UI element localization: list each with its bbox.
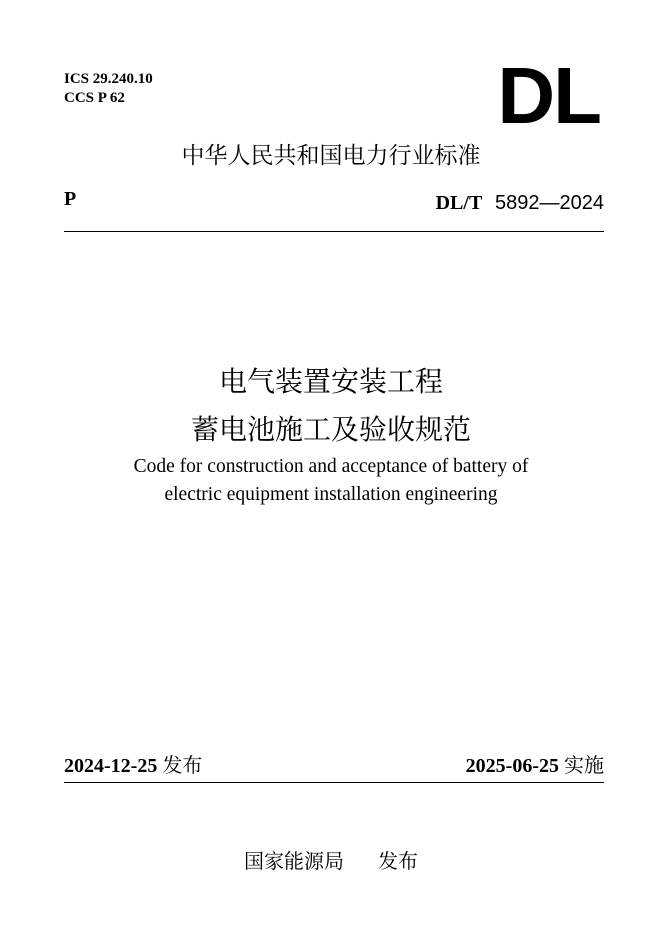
standard-number bbox=[436, 190, 604, 215]
standard-number-prefix: DL/T bbox=[435, 192, 483, 214]
issuer bbox=[0, 845, 662, 874]
document-title-en-line2: electric equipment installation engineering bbox=[164, 484, 498, 505]
ics-code: ICS 29.240.10 bbox=[64, 71, 153, 87]
dl-logo: DL bbox=[497, 51, 600, 140]
issue-date bbox=[64, 749, 202, 778]
issue-date-value: 2024-12-25 bbox=[64, 755, 158, 777]
document-title-cn-line2: 蓄电池施工及验收规范 bbox=[190, 413, 471, 446]
issuer-action: 发布 bbox=[378, 849, 418, 873]
standard-category: P bbox=[64, 188, 77, 210]
effective-date-value: 2025-06-25 bbox=[465, 755, 559, 777]
standard-number-value: 5892—2024 bbox=[495, 192, 604, 214]
issuer-name: 国家能源局 bbox=[244, 849, 344, 873]
effective-date-label: 实施 bbox=[564, 753, 604, 777]
document-title-en-line1: Code for construction and acceptance of battery of bbox=[133, 456, 529, 477]
standard-title: 中华人民共和国电力行业标准 bbox=[181, 143, 481, 169]
header-divider bbox=[64, 231, 604, 232]
classification-codes bbox=[64, 70, 153, 108]
footer-divider bbox=[64, 782, 604, 783]
ccs-code: CCS P 62 bbox=[64, 90, 125, 106]
document-title-cn-line1: 电气装置安装工程 bbox=[218, 365, 443, 398]
issue-date-label: 发布 bbox=[162, 753, 203, 777]
effective-date bbox=[466, 749, 604, 778]
